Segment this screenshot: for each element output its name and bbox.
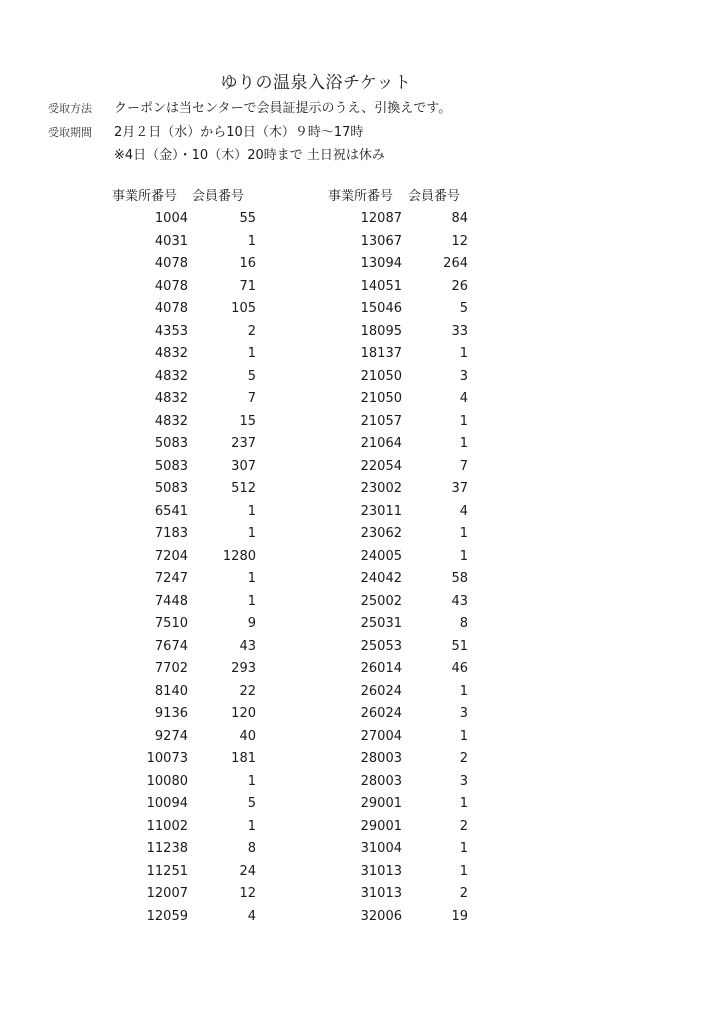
table-row [112,411,256,434]
table-row [328,298,468,321]
left-table [112,186,256,928]
office-number-cell: 25031 [360,616,402,631]
table-row [328,658,468,681]
office-number-cell: 13094 [360,256,402,271]
office-number-cell: 9136 [154,706,188,721]
member-number-cell: 1 [459,346,468,361]
table-row [112,568,256,591]
table-row [112,793,256,816]
header-office-number: 事業所番号 [112,189,178,204]
member-number-cell: 1 [247,233,256,249]
member-number-cell: 2 [459,751,468,766]
member-number-cell: 1 [247,773,256,789]
table-row [328,343,468,366]
member-number-cell: 1 [459,436,468,451]
table-row [328,321,468,344]
table-row [328,748,468,771]
note-row [48,144,385,163]
office-number-cell: 7204 [154,548,188,564]
member-number-cell: 5 [247,796,256,811]
table-row [112,613,256,636]
office-number-cell: 12007 [146,886,188,901]
table-row [112,861,256,884]
member-number-cell: 26 [451,278,468,294]
table-row [328,231,468,254]
table-row [112,388,256,411]
header-member-number: 会員番号 [192,189,245,204]
table-row [328,253,468,276]
table-row [328,411,468,434]
office-number-cell: 23011 [360,503,402,519]
member-number-cell: 8 [247,841,256,856]
office-number-cell: 21050 [360,391,402,406]
member-number-cell: 22 [239,683,256,699]
left-table-header [112,186,256,208]
table-row [328,208,468,231]
member-number-cell: 4 [459,391,468,406]
table-row [112,456,256,479]
member-number-cell: 1 [459,526,468,541]
member-number-cell: 40 [239,728,256,744]
office-number-cell: 23002 [360,481,402,496]
table-row [112,771,256,794]
member-number-cell: 12 [239,886,256,901]
right-table [328,186,468,928]
office-number-cell: 29001 [360,796,402,811]
office-number-cell: 24005 [360,548,402,564]
office-number-cell: 18137 [360,346,402,361]
member-number-cell: 1 [459,413,468,429]
table-row [328,636,468,659]
table-row [112,321,256,344]
member-number-cell: 3 [459,706,468,721]
member-number-cell: 15 [239,413,256,429]
member-number-cell: 1 [459,728,468,744]
office-number-cell: 4078 [154,301,188,316]
member-number-cell: 12 [451,233,468,249]
member-number-cell: 71 [239,278,256,294]
office-number-cell: 15046 [360,301,402,316]
table-row [328,433,468,456]
office-number-cell: 5083 [154,458,188,474]
office-number-cell: 28003 [360,751,402,766]
right-table-body [328,208,468,928]
table-row [328,613,468,636]
table-row [112,343,256,366]
office-number-cell: 4078 [154,256,188,271]
table-row [112,276,256,299]
table-row [112,636,256,659]
office-number-cell: 4832 [154,368,188,384]
office-number-cell: 29001 [360,818,402,834]
table-row [112,231,256,254]
office-number-cell: 6541 [154,503,188,519]
office-number-cell: 12059 [146,908,188,924]
office-number-cell: 13067 [360,233,402,249]
office-number-cell: 22054 [360,458,402,474]
method-label: 受取方法 [48,102,92,115]
member-number-cell: 33 [451,323,468,339]
office-number-cell: 5083 [154,436,188,451]
table-row [112,366,256,389]
member-number-cell: 46 [451,661,468,676]
table-row [112,883,256,906]
table-row [112,726,256,749]
table-row [328,838,468,861]
table-row [112,658,256,681]
table-row [328,681,468,704]
office-number-cell: 10094 [146,796,188,811]
office-number-cell: 9274 [154,728,188,744]
header-office-number: 事業所番号 [328,189,394,204]
table-row [328,276,468,299]
office-number-cell: 11238 [146,841,188,856]
office-number-cell: 23062 [360,526,402,541]
office-number-cell: 5083 [154,481,188,496]
office-number-cell: 4832 [154,346,188,361]
table-row [328,816,468,839]
member-number-cell: 4 [459,503,468,519]
table-row [112,906,256,929]
table-row [112,591,256,614]
member-number-cell: 5 [247,368,256,384]
member-number-cell: 105 [231,301,256,316]
office-number-cell: 31004 [360,841,402,856]
table-row [328,568,468,591]
member-number-cell: 1 [459,683,468,699]
office-number-cell: 7510 [154,616,188,631]
table-row [112,546,256,569]
office-number-cell: 4832 [154,413,188,429]
table-row [112,208,256,231]
table-row [328,906,468,929]
office-number-cell: 26014 [360,661,402,676]
member-number-cell: 5 [459,301,468,316]
table-row [112,523,256,546]
member-number-cell: 1 [247,593,256,609]
member-number-cell: 43 [451,593,468,609]
table-row [328,883,468,906]
note-text: ※4日（金）・10（木）20時まで 土日祝は休み [114,148,385,163]
member-number-cell: 1 [247,571,256,586]
member-number-cell: 181 [231,751,256,766]
office-number-cell: 11251 [146,863,188,879]
office-number-cell: 7448 [154,593,188,609]
member-number-cell: 1 [459,548,468,564]
member-number-cell: 2 [459,886,468,901]
member-number-cell: 24 [239,863,256,879]
table-row [328,793,468,816]
member-number-cell: 1 [459,863,468,879]
office-number-cell: 11002 [146,818,188,834]
table-row [328,591,468,614]
table-row [328,501,468,524]
office-number-cell: 31013 [360,886,402,901]
member-number-cell: 512 [231,481,256,496]
member-number-cell: 1 [459,796,468,811]
office-number-cell: 10073 [146,751,188,766]
table-row [112,478,256,501]
member-number-cell: 84 [451,211,468,226]
member-number-cell: 1 [247,346,256,361]
office-number-cell: 7183 [154,526,188,541]
office-number-cell: 24042 [360,571,402,586]
table-row [328,861,468,884]
table-row [112,433,256,456]
member-number-cell: 55 [239,211,256,226]
member-number-cell: 19 [451,908,468,924]
member-number-cell: 1 [459,841,468,856]
office-number-cell: 7247 [154,571,188,586]
office-number-cell: 26024 [360,683,402,699]
method-text: クーポンは当センターで会員証提示のうえ、引換えです。 [114,101,452,116]
member-number-cell: 1 [247,818,256,834]
table-row [328,388,468,411]
period-label: 受取期間 [48,126,92,139]
method-row [48,97,451,116]
office-number-cell: 7674 [154,638,188,654]
member-number-cell: 8 [459,616,468,631]
office-number-cell: 4078 [154,278,188,294]
office-number-cell: 31013 [360,863,402,879]
table-row [112,838,256,861]
member-number-cell: 1280 [222,548,256,564]
office-number-cell: 10080 [146,773,188,789]
office-number-cell: 25002 [360,593,402,609]
member-number-cell: 4 [247,908,256,924]
left-table-body [112,208,256,928]
table-row [112,253,256,276]
table-row [328,703,468,726]
member-number-cell: 7 [247,391,256,406]
office-number-cell: 18095 [360,323,402,339]
table-row [328,771,468,794]
member-number-cell: 58 [451,571,468,586]
period-text: 2月２日（水）から10日（木）９時〜17時 [114,125,364,140]
office-number-cell: 25053 [360,638,402,654]
table-row [112,681,256,704]
member-number-cell: 120 [231,706,256,721]
member-number-cell: 3 [459,368,468,384]
member-number-cell: 1 [247,503,256,519]
member-number-cell: 16 [239,256,256,271]
table-row [112,748,256,771]
office-number-cell: 32006 [360,908,402,924]
member-number-cell: 307 [231,458,256,474]
table-row [328,546,468,569]
table-row [328,366,468,389]
office-number-cell: 21050 [360,368,402,384]
member-number-cell: 43 [239,638,256,654]
table-row [328,523,468,546]
office-number-cell: 7702 [154,661,188,676]
office-number-cell: 27004 [360,728,402,744]
office-number-cell: 28003 [360,773,402,789]
member-number-cell: 9 [247,616,256,631]
period-row [48,121,363,140]
member-number-cell: 7 [459,458,468,474]
member-number-cell: 293 [231,661,256,676]
member-number-cell: 237 [231,436,256,451]
table-row [112,298,256,321]
office-number-cell: 4031 [154,233,188,249]
table-row [112,501,256,524]
office-number-cell: 26024 [360,706,402,721]
table-row [328,478,468,501]
office-number-cell: 21057 [360,413,402,429]
member-number-cell: 1 [247,526,256,541]
right-table-header [328,186,468,208]
member-number-cell: 51 [451,638,468,654]
member-number-cell: 264 [443,256,468,271]
document-title: ゆりの温泉入浴チケット [220,73,412,93]
office-number-cell: 14051 [360,278,402,294]
office-number-cell: 8140 [154,683,188,699]
office-number-cell: 4353 [154,323,188,339]
office-number-cell: 4832 [154,391,188,406]
member-number-cell: 2 [247,323,256,339]
member-number-cell: 37 [451,481,468,496]
member-number-cell: 3 [459,773,468,789]
office-number-cell: 12087 [360,211,402,226]
table-row [112,703,256,726]
header-member-number: 会員番号 [408,189,461,204]
table-row [328,726,468,749]
member-number-cell: 2 [459,818,468,834]
office-number-cell: 1004 [154,211,188,226]
office-number-cell: 21064 [360,436,402,451]
table-row [112,816,256,839]
table-row [328,456,468,479]
